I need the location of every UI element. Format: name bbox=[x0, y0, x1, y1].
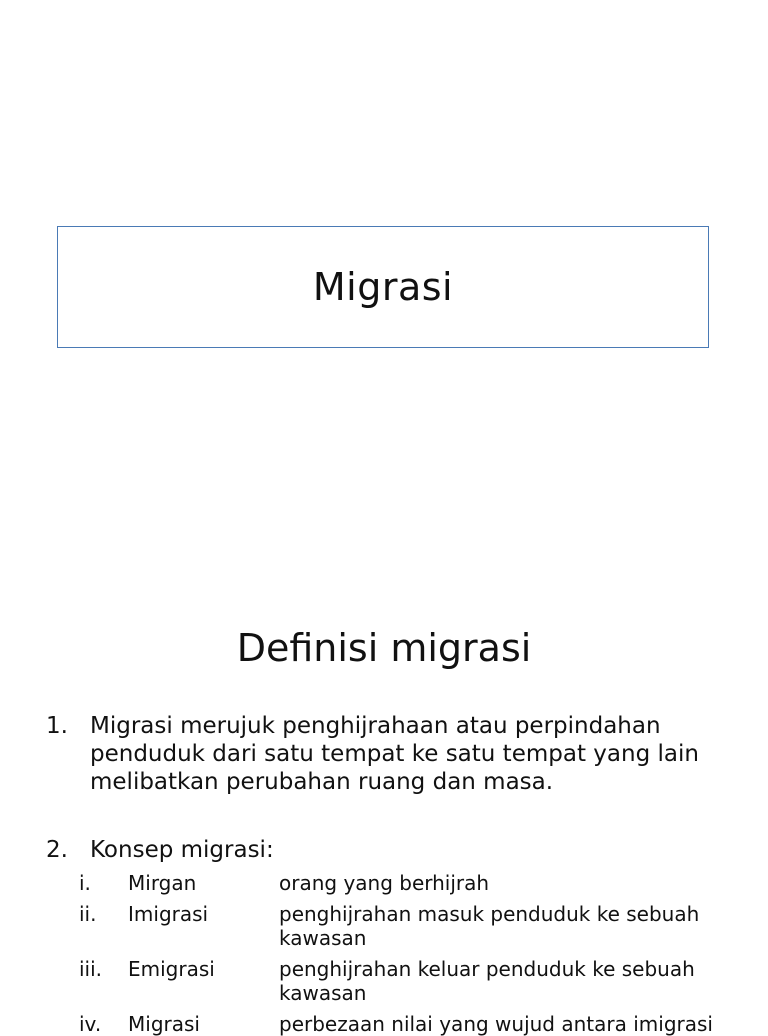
definition-text bbox=[90, 712, 750, 796]
definition-line: perbezaan nilai yang wujud antara imigrasi bbox=[279, 1012, 713, 1036]
concept-numeral: iv. bbox=[79, 1012, 102, 1036]
concept-term: Imigrasi bbox=[128, 902, 209, 926]
list-number: 1. bbox=[46, 713, 68, 739]
slide-title: Migrasi bbox=[312, 265, 454, 309]
concepts-heading: Konsep migrasi: bbox=[90, 837, 274, 863]
title-box bbox=[57, 226, 709, 348]
concept-numeral: ii. bbox=[79, 902, 97, 926]
concept-numeral: iii. bbox=[79, 957, 103, 981]
definition-line: orang yang berhijrah bbox=[279, 871, 490, 895]
definition-line: penghijrahan masuk penduduk ke sebuah bbox=[279, 902, 700, 926]
concept-term: Migrasi bbox=[128, 1012, 200, 1036]
definition-line: melibatkan perubahan ruang dan masa. bbox=[90, 769, 554, 795]
concept-term: Mirgan bbox=[128, 871, 197, 895]
section-heading: Definisi migrasi bbox=[236, 626, 532, 670]
list-number: 2. bbox=[46, 837, 68, 863]
concept-definition bbox=[279, 902, 749, 950]
concept-definition bbox=[279, 1012, 749, 1036]
concept-term: Emigrasi bbox=[128, 957, 215, 981]
concept-definition bbox=[279, 871, 749, 895]
concept-numeral: i. bbox=[79, 871, 91, 895]
definition-line: penghijrahan keluar penduduk ke sebuah bbox=[279, 957, 695, 981]
definition-line: kawasan bbox=[279, 926, 367, 950]
definition-line: penduduk dari satu tempat ke satu tempat yang lain bbox=[90, 741, 699, 767]
concept-definition bbox=[279, 957, 749, 1005]
definition-line: kawasan bbox=[279, 981, 367, 1005]
definition-line: Migrasi merujuk penghijrahaan atau perpindahan bbox=[90, 713, 661, 739]
